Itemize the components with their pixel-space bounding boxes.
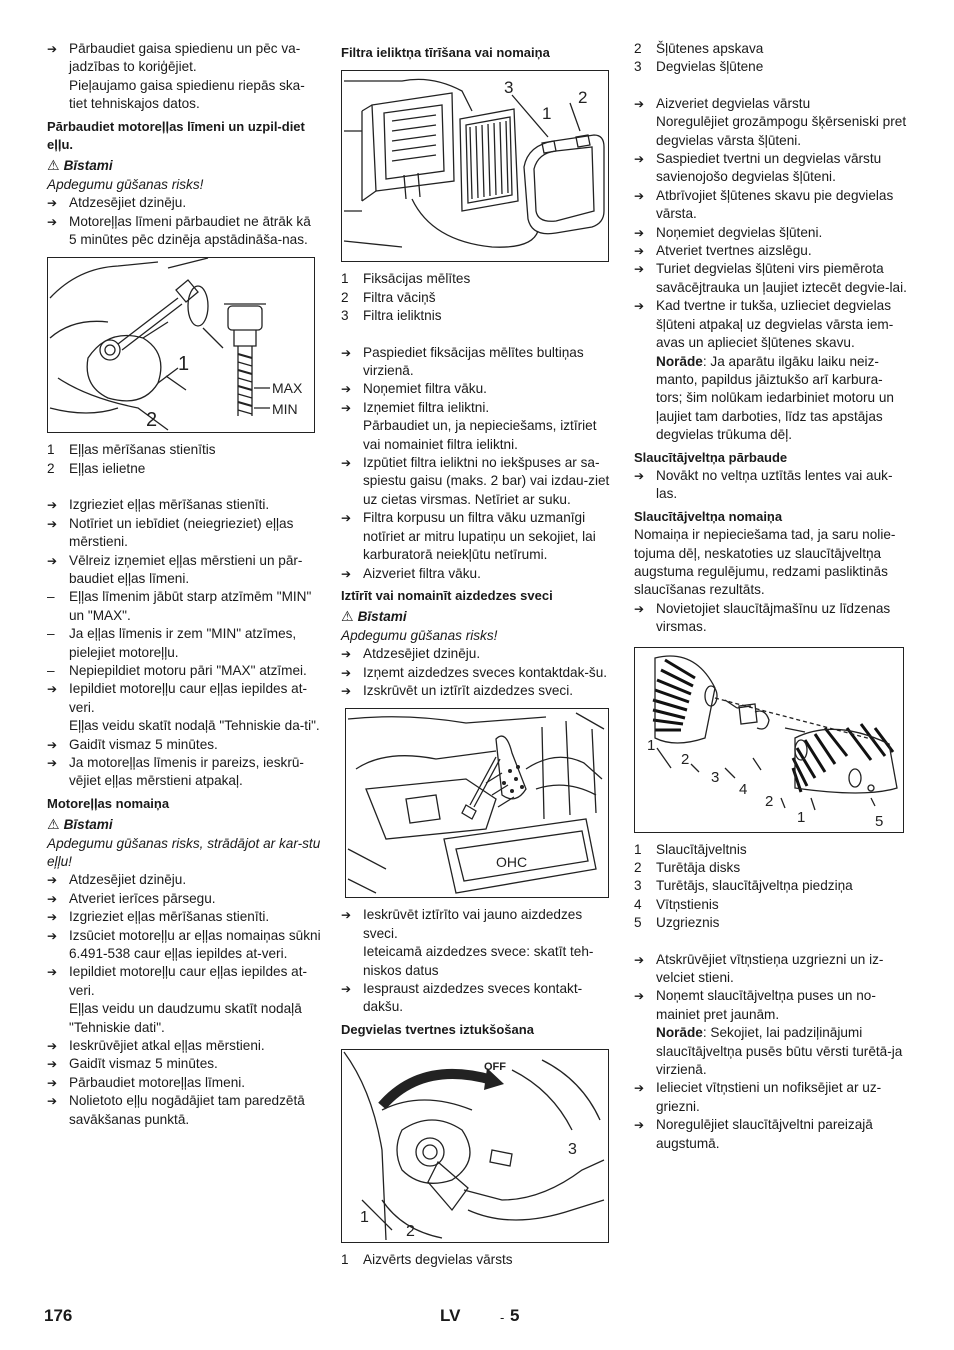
warning-icon: ⚠ [47, 816, 60, 833]
step-item: ➔ Notīriet un iebīdiet (neiegrieziet) eļļas mērstieni. [47, 515, 322, 552]
section-page-number: 5 [510, 1306, 520, 1325]
legend-item: 3 Degvielas šļūtene [634, 59, 764, 75]
page-number: 176 [44, 1306, 73, 1325]
step-item: ➔ Noņemt slaucītājveltņa puses un no-mainiet pret jaunām. [634, 987, 908, 1024]
step-note: Noregulējiet grozāmpogu šķērseniski pret degvielas vārsta šļūteni. [656, 114, 907, 148]
legend-item: 1 Aizvērts degvielas vārsts [341, 1252, 513, 1268]
step-item: ➔ Atveriet ierīces pārsegu. [47, 890, 322, 908]
dash-item: – Eļļas līmenim jābūt starp atzīmēm "MIN" un "MAX". [47, 588, 322, 625]
section-heading-tank: Degvielas tvertnes iztukšošana [341, 1021, 534, 1037]
callout-2b: 2 [765, 792, 774, 810]
step-note: Pieļaujamo gaisa spiedienu riepās ska-tiet tehniskajos datos. [69, 77, 305, 112]
callout-3: 3 [504, 78, 514, 98]
step-item: ➔ Ieskrūvēt iztīrīto vai jauno aizdedzes sveci. [341, 906, 613, 943]
figure-oil-dipstick [47, 257, 315, 433]
callout-3: 3 [568, 1141, 577, 1159]
step-item: ➔ Izņemiet filtra ieliktni. [341, 399, 613, 417]
callout-1: 1 [647, 736, 656, 754]
step-item: ➔ Izskrūvēt un iztīrīt aizdedzes sveci. [341, 682, 613, 700]
legend-item: 1 Eļļas mērīšanas stienītis [47, 442, 216, 458]
callout-2: 2 [681, 750, 690, 768]
legend-item: 2 Eļļas ielietne [47, 460, 146, 476]
step-item: ➔ Ielieciet vītņstieni un nofiksējiet ar uz-griezni. [634, 1079, 908, 1116]
figure-fuel-valve [341, 1049, 609, 1243]
step-item: ➔ Ja motoreļļas līmenis ir pareizs, ieskrū-vējiet eļļas mērstieni atpakaļ. [47, 754, 322, 791]
danger-notice: ⚠ Bīstami [47, 157, 113, 174]
engine-brand-mark: OHC [496, 854, 528, 871]
step-item: ➔ Izpūtiet filtra ieliktni no iekšpuses ar sa-spiestu gaisu (maks. 2 bar) vai izdau-ziet uz cietas virsmas. Netīriet ar suku. [341, 454, 613, 509]
danger-notice: ⚠ Bīstami [47, 816, 113, 833]
step-note: Eļļas veidu skatīt nodaļā "Tehniskie da-ti". [69, 718, 320, 734]
step-item: ➔ Iepildiet motoreļļu caur eļļas iepildes at-veri. [47, 680, 322, 717]
legend-item: 1 Slaucītājveltnis [634, 841, 747, 857]
note-text: Norāde: Ja aparātu ilgāku laiku neiz-manto, papildus jāiztukšo arī karbura-tors; šim nolūkam iedarbiniet motoru un ļaujiet tam darboties, līdz tas apstājas degvielas trūkuma dēļ. [656, 353, 894, 443]
max-label: MAX [272, 380, 303, 397]
step-item: ➔ Noņemiet filtra vāku. [341, 380, 613, 398]
step-item: ➔ Iespraust aizdedzes sveces kontakt-dakšu. [341, 980, 613, 1017]
callout-1b: 1 [797, 808, 806, 826]
step-item: ➔ Izņemt aizdedzes sveces kontaktdak-šu. [341, 664, 613, 682]
column-middle [341, 40, 613, 1270]
step-item: ➔ Atdzesējiet dzinēju. [47, 871, 322, 889]
danger-notice: ⚠ Bīstami [341, 608, 407, 625]
step-item: ➔ Izsūciet motoreļļu ar eļļas nomaiņas sūkni 6.491-538 caur eļļas iepildes at-veri. [47, 927, 322, 964]
note-text: Norāde: Sekojiet, lai padziļinājumi slaucītājveltņa pusēs būtu vērsti turētā-ja virzienā. [656, 1025, 903, 1078]
step-item: ➔ Atbrīvojiet šļūtenes skavu pie degvielas vārsta. [634, 187, 908, 224]
callout-2: 2 [578, 88, 588, 108]
figure-roller-exploded [634, 647, 904, 833]
figure-air-filter [341, 70, 609, 262]
step-item: ➔ Filtra korpusu un filtra vāku uzmanīgi notīriet ar mitru lupatiņu un sekojiet, lai karburatorā neiekļūtu netīrumi. [341, 509, 613, 564]
step-note: Pārbaudiet un, ja nepieciešams, iztīriet vai nomainiet filtra ieliktni. [363, 418, 597, 452]
language-code: LV [440, 1306, 461, 1325]
column-left [47, 40, 322, 1129]
legend-item: 2 Filtra vāciņš [341, 289, 436, 305]
callout-5: 5 [875, 812, 884, 830]
step-item: ➔ Iepildiet motoreļļu caur eļļas iepildes at-veri. [47, 963, 322, 1000]
callout-4: 4 [739, 780, 748, 798]
step-note: Eļļas veidu un daudzumu skatīt nodaļā "Tehniskie dati". [69, 1001, 302, 1035]
step-item: ➔ Noņemiet degvielas šļūteni. [634, 224, 908, 242]
step-item: ➔ Gaidīt vismaz 5 minūtes. [47, 736, 322, 754]
warning-icon: ⚠ [341, 608, 354, 625]
section-heading-roller-check: Slaucītājveltņa pārbaude [634, 449, 788, 465]
section-heading-filter: Filtra ieliktņa tīrīšana vai nomaiņa [341, 45, 550, 60]
step-item: ➔ Kad tvertne ir tukša, uzlieciet degvielas šļūteni atpakaļ uz degvielas vārsta iem-avas un aplieciet šļūtenes skavu. [634, 297, 908, 352]
step-item: ➔ Vēlreiz izņemiet eļļas mērstieni un pār-baudiet eļļas līmeni. [47, 552, 322, 589]
step-item: ➔ Turiet degvielas šļūteni virs piemērota savācējtrauka un ļaujiet iztecēt degvie-lai. [634, 260, 908, 297]
section-heading-oil-change: Motoreļļas nomaiņa [47, 795, 170, 811]
legend-item: 1 Fiksācijas mēlītes [341, 271, 471, 287]
section-heading-oil-check: Pārbaudiet motoreļļas līmeni un uzpil-diet eļļu. [47, 118, 305, 153]
danger-text: Apdegumu gūšanas risks! [47, 176, 204, 192]
step-item: ➔ Saspiediet tvertni un degvielas vārstu savienojošo degvielas šļūteni. [634, 150, 908, 187]
step-item: ➔ Novākt no veltņa uztītās lentes vai auk-las. [634, 467, 908, 504]
figure-spark-plug [345, 708, 609, 898]
callout-2: 2 [406, 1223, 415, 1241]
step-item: ➔ Atveriet tvertnes aizslēgu. [634, 242, 908, 260]
legend-item: 3 Filtra ieliktnis [341, 308, 442, 324]
step-note: Ieteicamā aizdedzes svece: skatīt teh-niskos datus [363, 944, 594, 978]
step-item: ➔ Gaidīt vismaz 5 minūtes. [47, 1055, 322, 1073]
step-item: ➔ Ieskrūvējiet atkal eļļas mērstieni. [47, 1037, 322, 1055]
footer-separator: - [500, 1310, 505, 1325]
step-item: ➔ Paspiediet fiksācijas mēlītes bultiņas virzienā. [341, 344, 613, 381]
step-item: ➔ Nolietoto eļļu nogādājiet tam paredzētā savākšanas punktā. [47, 1092, 322, 1129]
step-item: ➔ Aizveriet filtra vāku. [341, 565, 613, 583]
min-label: MIN [272, 401, 298, 418]
danger-text: Apdegumu gūšanas risks, strādājot ar kar-stu eļļu! [47, 835, 321, 869]
paragraph: Nomaiņa ir nepieciešama tad, ja saru nolie-tojuma dēļ, neskatoties uz slaucītājveltņa augstuma regulējumu, redzami pasliktinās slaucīšanas rezultāts. [634, 527, 896, 598]
callout-1: 1 [178, 353, 190, 376]
warning-icon: ⚠ [47, 157, 60, 174]
section-heading-roller-replace: Slaucītājveltņa nomaiņa [634, 508, 783, 524]
dash-item: – Ja eļļas līmenis ir zem "MIN" atzīmes, pielejiet motoreļļu. [47, 625, 322, 662]
step-item: ➔ Atdzesējiet dzinēju. [341, 645, 613, 663]
callout-1: 1 [360, 1209, 369, 1227]
column-right [634, 40, 908, 1153]
legend-item: 5 Uzgrieznis [634, 915, 720, 931]
step-item: ➔ Atdzesējiet dzinēju. [47, 194, 322, 212]
step-item: ➔ Izgrieziet eļļas mērīšanas stienīti. [47, 496, 322, 514]
callout-2: 2 [146, 409, 158, 432]
legend-item: 2 Turētāja disks [634, 860, 741, 875]
step-item: ➔ Noregulējiet slaucītājveltni pareizajā augstumā. [634, 1116, 908, 1153]
dash-item: – Nepiepildiet motoru pāri "MAX" atzīmei. [47, 662, 322, 680]
step-item: ➔ Atskrūvējiet vītņstieņa uzgriezni un iz-velciet stieni. [634, 951, 908, 988]
callout-3: 3 [711, 768, 720, 786]
step-item: ➔ Motoreļļas līmeni pārbaudiet ne ātrāk kā 5 minūtes pēc dzinēja apstādināša-nas. [47, 213, 322, 250]
legend-item: 4 Vītņstienis [634, 896, 719, 912]
step-item: ➔ Aizveriet degvielas vārstu [634, 95, 908, 113]
step-item: ➔ Pārbaudiet gaisa spiedienu un pēc va-jadzības to koriģējiet. [47, 40, 322, 77]
off-label: OFF [484, 1061, 506, 1074]
legend-item: 2 Šļūtenes apskava [634, 41, 764, 56]
step-item: ➔ Pārbaudiet motoreļļas līmeni. [47, 1074, 322, 1092]
step-item: ➔ Novietojiet slaucītājmašīnu uz līdzenas virsmas. [634, 600, 908, 637]
step-item: ➔ Izgrieziet eļļas mērīšanas stienīti. [47, 908, 322, 926]
section-heading-spark-plug: Iztīrīt vai nomainīt aizdedzes sveci [341, 587, 553, 603]
legend-item: 3 Turētājs, slaucītājveltņa piedziņa [634, 878, 853, 894]
callout-1: 1 [542, 104, 552, 124]
danger-text: Apdegumu gūšanas risks! [341, 627, 498, 643]
